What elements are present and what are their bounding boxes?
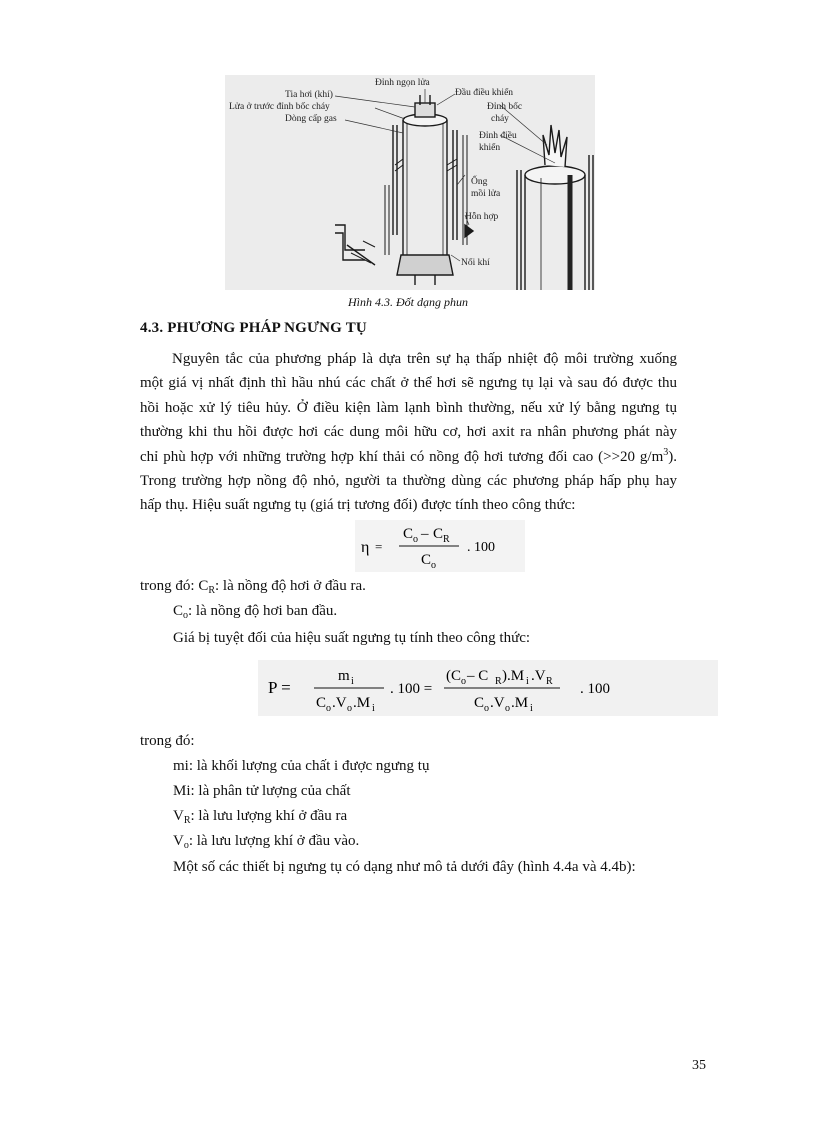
where-label: trong đó: bbox=[140, 733, 195, 749]
definition-mi: mi: là khối lượng của chất i được ngưng tụ bbox=[173, 758, 430, 774]
label-lua-o-truoc: Lửa ở trước đỉnh bốc cháy bbox=[229, 102, 330, 112]
formula2-den-m: .M bbox=[353, 695, 371, 711]
definition-prefix: V bbox=[173, 833, 184, 849]
label-dong-cap-gas: Dòng cấp gas bbox=[285, 114, 337, 124]
formula2-num-sub4: R bbox=[546, 676, 553, 687]
formula-num-cr: C bbox=[433, 526, 444, 542]
formula2-num-d: .V bbox=[531, 668, 546, 684]
efficiency-formula bbox=[355, 520, 525, 577]
formula2-num-sub3: i bbox=[526, 676, 529, 687]
paragraph-line: hấp thụ. Hiệu suất ngưng tụ (giá trị tương đối) được tính theo công thức: bbox=[140, 497, 576, 514]
definition-subscript: o bbox=[183, 840, 189, 851]
formula2-den-c: C bbox=[316, 695, 327, 711]
unit-superscript: 3 bbox=[663, 446, 669, 458]
intro-paragraph bbox=[140, 347, 677, 518]
formula2-num-sub1: o bbox=[461, 676, 466, 687]
formula2-den2-sub1: o bbox=[484, 703, 489, 714]
formula2-den-sub1: o bbox=[326, 703, 331, 714]
paragraph-line: thường khi thu hồi được hơi các dung môi hữu cơ, hơi axit ra nhân phương phát này bbox=[140, 424, 677, 441]
explanation-co bbox=[173, 603, 337, 620]
formula-num-c: C bbox=[403, 526, 414, 542]
definition-Mi: Mi: là phân tử lượng của chất bbox=[173, 783, 351, 799]
label-chay: cháy bbox=[491, 114, 509, 124]
label-ong: Ống bbox=[471, 177, 488, 187]
label-moi-lua: mồi lửa bbox=[471, 189, 501, 199]
paragraph-line-with-unit bbox=[140, 445, 677, 469]
paragraph-line: một giá vị nhất định thì hầu nhú các chất ở thể hơi sẽ ngưng tụ lại và sau đó được thu bbox=[140, 375, 677, 392]
paragraph-line: hồi hoặc xử lý tiêu hủy. Ở điều kiện làm lạnh bình thường, nếu xử lý bằng ngưng tụ bbox=[140, 399, 677, 416]
formula-den-o: o bbox=[431, 560, 436, 571]
label-dinh-boc: Đỉnh bốc bbox=[487, 102, 523, 112]
label-noi-khi: Nối khí bbox=[461, 258, 490, 268]
formula2-tail: . 100 bbox=[580, 681, 610, 697]
definition-vo bbox=[173, 833, 359, 850]
formula-minus: – bbox=[421, 526, 429, 542]
efficiency-formula-svg bbox=[355, 520, 525, 572]
formula2-m: m bbox=[338, 668, 350, 684]
formula2-den-v: .V bbox=[332, 695, 347, 711]
paragraph-line: Nguyên tắc của phương pháp là dựa trên sự hạ thấp nhiệt độ môi trường xuống bbox=[172, 351, 677, 367]
formula2-num-a: (C bbox=[446, 668, 461, 684]
label-khien: khiển bbox=[479, 143, 501, 153]
explanation-prefix: C bbox=[173, 603, 184, 619]
formula-num-r: R bbox=[443, 534, 450, 545]
explanation-text: : là nồng độ hơi ở đầu ra. bbox=[215, 578, 366, 594]
formula2-lhs: P = bbox=[268, 678, 291, 697]
flare-illustration bbox=[225, 75, 595, 290]
definition-text: : là lưu lượng khí ở đầu ra bbox=[190, 808, 348, 824]
explanation-text: : là nồng độ hơi ban đầu. bbox=[188, 603, 338, 619]
formula2-num-c: ).M bbox=[502, 668, 525, 684]
formula2-num-sub2: R bbox=[495, 676, 502, 687]
absolute-formula-svg bbox=[258, 660, 718, 716]
explanation-subscript: o bbox=[183, 610, 189, 621]
paragraph-line-tail: ). bbox=[668, 448, 677, 465]
paragraph-line-text: chỉ phù hợp với những trường hợp khí thải có nồng độ hơi tương đối cao (>>20 g/m bbox=[140, 448, 664, 465]
label-tia-hoi: Tia hơi (khí) bbox=[285, 90, 333, 100]
label-dinh-ngon-lua: Đỉnh ngọn lửa bbox=[375, 78, 430, 88]
formula2-m-sub: i bbox=[351, 676, 354, 687]
definition-subscript: R bbox=[183, 815, 191, 826]
formula-equals: = bbox=[375, 539, 383, 554]
formula-eta: η bbox=[361, 539, 370, 556]
formula2-den2-sub3: i bbox=[530, 703, 533, 714]
formula2-den2-v: .V bbox=[490, 695, 505, 711]
definition-text: : là lưu lượng khí ở đầu vào. bbox=[188, 833, 360, 849]
explanation-cr bbox=[140, 578, 366, 595]
closing-sentence: Một số các thiết bị ngưng tụ có dạng như mô tả dưới đây (hình 4.4a và 4.4b): bbox=[173, 859, 636, 875]
definition-vr bbox=[173, 808, 347, 825]
flare-figure bbox=[225, 75, 595, 290]
formula2-den2-sub2: o bbox=[505, 703, 510, 714]
figure-caption: Hình 4.3. Đốt dạng phun bbox=[348, 295, 468, 309]
definition-prefix: V bbox=[173, 808, 184, 824]
section-heading: 4.3. PHƯƠNG PHÁP NGƯNG TỤ bbox=[140, 320, 367, 336]
formula-num-o: o bbox=[413, 534, 418, 545]
formula2-den-sub2: o bbox=[347, 703, 352, 714]
paragraph-line: Trong trường hợp nồng độ nhỏ, người ta thường dùng các phương pháp hấp phụ hay bbox=[140, 473, 677, 490]
formula-multiplier: . 100 bbox=[467, 540, 495, 555]
label-hon-hop: Hỗn hợp bbox=[465, 212, 499, 222]
explanation-subscript: R bbox=[208, 585, 216, 596]
absolute-intro: Giá bị tuyệt đối của hiệu suất ngưng tụ tính theo công thức: bbox=[173, 630, 531, 646]
absolute-efficiency-formula bbox=[258, 660, 718, 721]
explanation-prefix: trong đó: C bbox=[140, 578, 209, 594]
label-dinh-dieu: Đỉnh điều bbox=[479, 131, 517, 141]
page-number: 35 bbox=[692, 1058, 706, 1073]
formula-den-c: C bbox=[421, 552, 432, 568]
formula2-den2-c: C bbox=[474, 695, 485, 711]
label-dau-dieu-khien: Đầu điều khiển bbox=[455, 88, 514, 98]
formula2-den2-m: .M bbox=[511, 695, 529, 711]
formula2-den-sub3: i bbox=[372, 703, 375, 714]
formula2-mid: . 100 = bbox=[390, 681, 433, 697]
formula2-num-b: – C bbox=[467, 668, 489, 684]
